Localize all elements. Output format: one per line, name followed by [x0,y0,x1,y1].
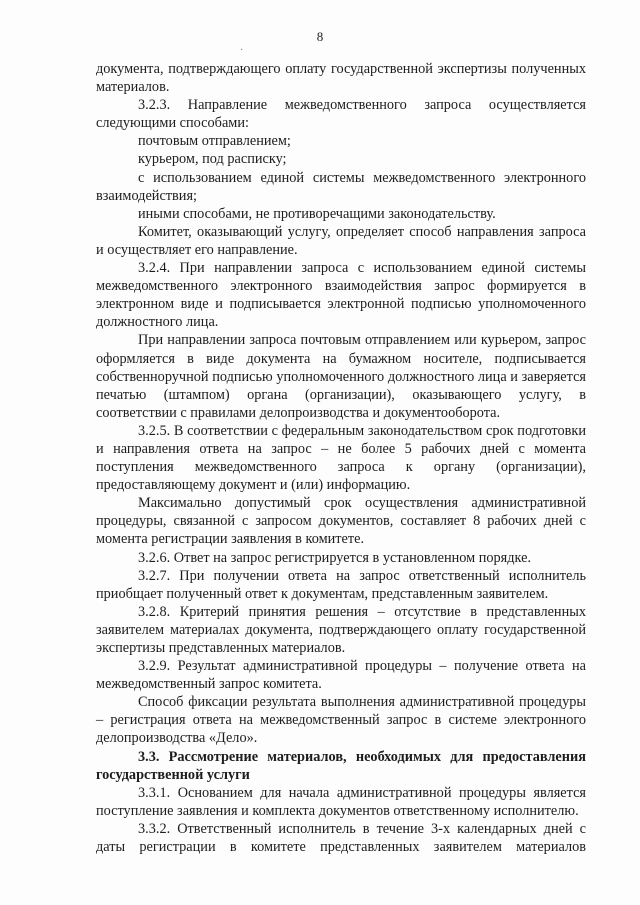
list-item: с использованием единой системы межведомственного электронного взаимодействия; [96,169,586,204]
paragraph: 3.2.8. Критерий принятия решения – отсутствие в представленных заявителем материалах документа, подтверждающего оплату государственной экспертизы представленных материалов. [96,603,586,656]
paragraph: 3.3.2. Ответственный исполнитель в течение 3-х календарных дней с даты регистрации в комитете представленных заявителем материалов [96,820,586,856]
list-item: курьером, под расписку; [138,151,287,168]
paragraph: 3.2.5. В соответствии с федеральным законодательством срок подготовки и направления ответа на запрос – не более 5 рабочих дней с момента поступления межведомственного запроса к органу (организации), предоставляющему документ и (или) информацию. [96,422,586,494]
paragraph: 3.2.6. Ответ на запрос регистрируется в установленном порядке. [138,549,532,566]
continued-paragraph: документа, подтверждающего оплату государственной экспертизы полученных материалов. [96,61,586,96]
paragraph: 3.2.4. При направлении запроса с использованием единой системы межведомственного электронного взаимодействия запрос формируется в электронном виде и подписывается электронной подписью уполномоченного должностного лица. [96,260,586,331]
section-heading: 3.3. Рассмотрение материалов, необходимых для предоставления государственной услуги [96,748,586,783]
paragraph: Максимально допустимый срок осуществления административной процедуры, связанной с запросом документов, составляет 8 рабочих дней с момента регистрации заявления в комитете. [96,495,586,548]
paragraph: При направлении запроса почтовым отправлением или курьером, запрос оформляется в виде документа на бумажном носителе, подписывается собственноручной подписью уполномоченного должностного лица и заверяется печатью (штампом) органа (организации), оказывающего услугу, в соответствии с правилами делопроизводства и документооборота. [96,332,586,421]
list-item: иными способами, не противоречащими законодательству. [138,205,496,222]
paragraph: 3.3.1. Основанием для начала административной процедуры является поступление заявления и комплекта документов ответственному исполнителю. [96,784,586,819]
page-number: 8 [316,29,324,44]
paragraph: 3.2.3. Направление межведомственного запроса осуществляется следующими способами: [96,97,586,132]
document-body [96,60,586,856]
paragraph: Комитет, оказывающий услугу, определяет способ направления запроса и осуществляет его направление. [96,223,586,258]
paragraph: 3.2.9. Результат административной процедуры – получение ответа на межведомственный запрос комитета. [96,658,586,693]
scan-speck: · [240,45,244,56]
list-item: почтовым отправлением; [138,133,291,150]
paragraph: 3.2.7. При получении ответа на запрос ответственный исполнитель приобщает полученный ответ к документам, представленным заявителем. [96,567,586,602]
paragraph: Способ фиксации результата выполнения административной процедуры – регистрация ответа на межведомственный запрос в системе электронного делопроизводства «Дело». [96,694,586,747]
